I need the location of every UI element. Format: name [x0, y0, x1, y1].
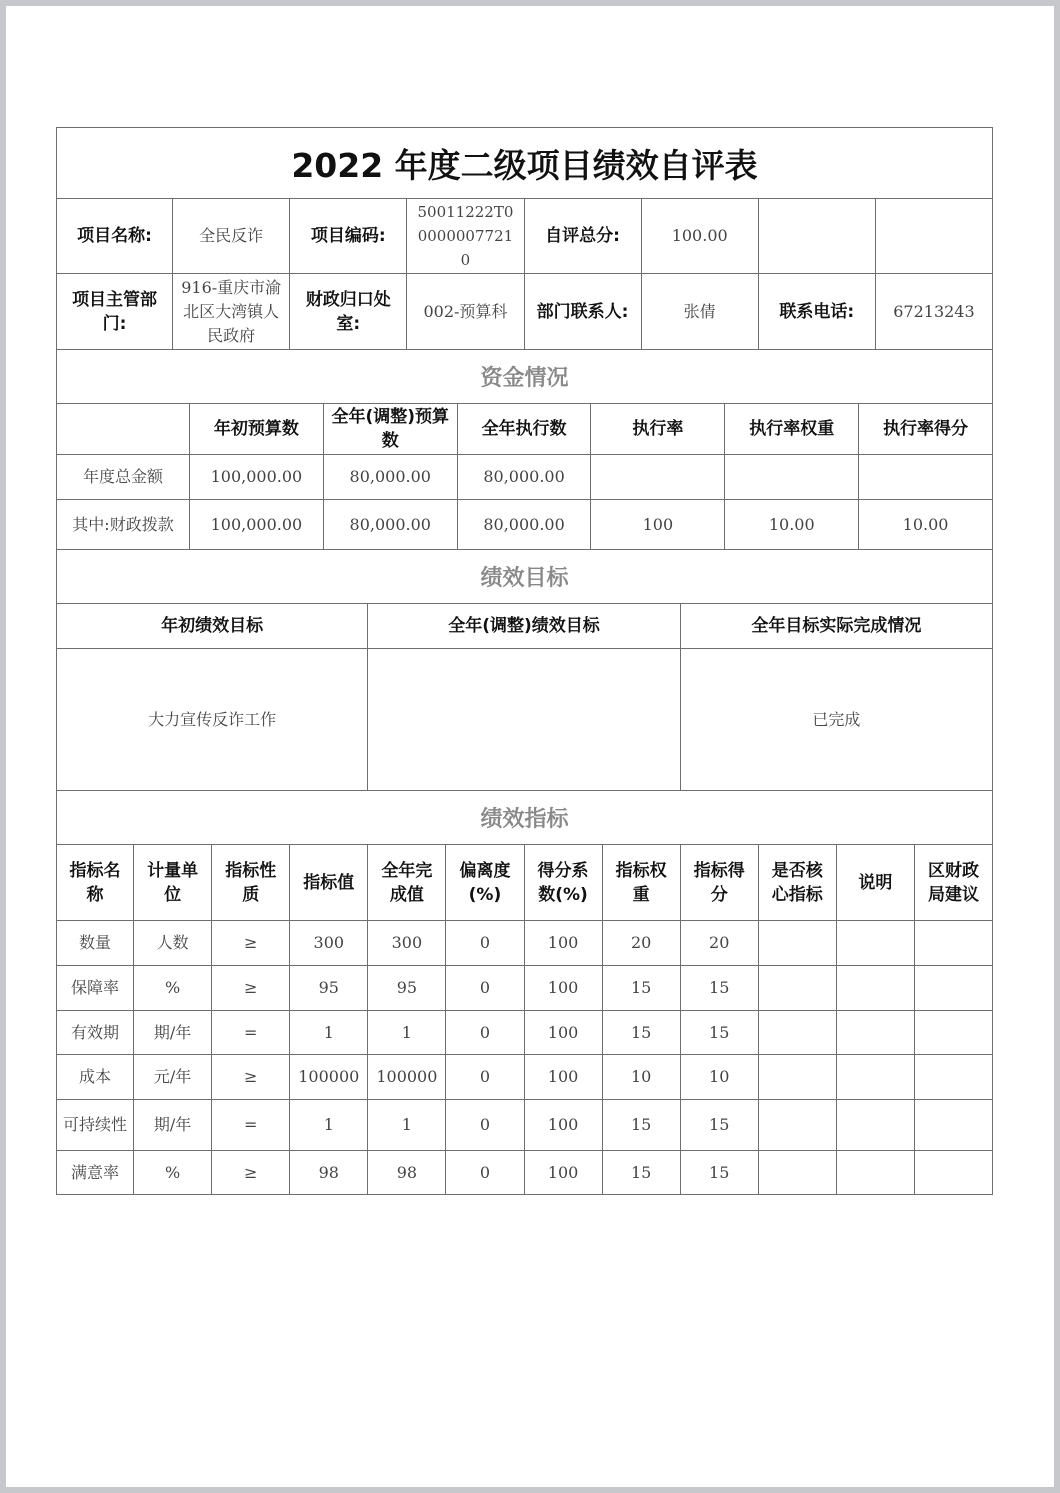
- page-title: 2022 年度二级项目绩效自评表: [56, 127, 993, 199]
- funds-header-cell: 全年执行数: [458, 404, 592, 455]
- indicator-cell: ≥: [212, 1151, 290, 1195]
- funds-cell: [725, 455, 859, 500]
- indicator-cell: [837, 921, 915, 966]
- funds-cell: 10.00: [859, 500, 993, 550]
- indicator-cell: [837, 966, 915, 1011]
- empty-cell: [876, 198, 993, 274]
- project-name-value: 全民反诈: [173, 198, 290, 274]
- finance-office-value: 002-预算科: [407, 274, 524, 350]
- goal-adjusted-value: [368, 649, 680, 791]
- funds-header-cell: 执行率: [591, 404, 725, 455]
- indicator-cell: [759, 966, 837, 1011]
- indicator-cell: 100: [525, 966, 603, 1011]
- indicator-cell: 100000: [368, 1055, 446, 1100]
- indicator-header-cell: 指标名称: [56, 845, 134, 921]
- indicator-cell: 数量: [56, 921, 134, 966]
- indicator-cell: 15: [603, 1011, 681, 1055]
- indicator-header-cell: 是否核心指标: [759, 845, 837, 921]
- indicator-cell: [915, 1011, 993, 1055]
- indicator-cell: 0: [446, 921, 524, 966]
- indicator-cell: 300: [290, 921, 368, 966]
- indicator-cell: [915, 1100, 993, 1151]
- indicator-cell: 20: [603, 921, 681, 966]
- phone-value: 67213243: [876, 274, 993, 350]
- indicator-header-cell: 区财政局建议: [915, 845, 993, 921]
- indicator-header-cell: 指标权重: [603, 845, 681, 921]
- indicator-cell: 0: [446, 1100, 524, 1151]
- indicator-cell: [759, 1055, 837, 1100]
- indicator-cell: 0: [446, 966, 524, 1011]
- indicator-cell: [915, 1151, 993, 1195]
- self-score-label: 自评总分:: [525, 198, 642, 274]
- funds-header-cell: [56, 404, 190, 455]
- funds-cell: 年度总金额: [56, 455, 190, 500]
- indicator-cell: [915, 966, 993, 1011]
- indicator-cell: [759, 921, 837, 966]
- funds-header-cell: 年初预算数: [190, 404, 324, 455]
- indicator-header-cell: 指标值: [290, 845, 368, 921]
- indicator-cell: 15: [681, 1151, 759, 1195]
- contact-label: 部门联系人:: [525, 274, 642, 350]
- funds-cell: 80,000.00: [458, 500, 592, 550]
- funds-cell: [859, 455, 993, 500]
- indicator-cell: [837, 1011, 915, 1055]
- indicator-cell: 10: [603, 1055, 681, 1100]
- phone-label: 联系电话:: [759, 274, 876, 350]
- funds-cell: 10.00: [725, 500, 859, 550]
- funds-cell: [591, 455, 725, 500]
- indicator-cell: 期/年: [134, 1011, 212, 1055]
- goals-table: [56, 604, 993, 791]
- goals-header-cell: 全年目标实际完成情况: [681, 604, 993, 649]
- indicator-cell: ≥: [212, 921, 290, 966]
- dept-label: 项目主管部门:: [56, 274, 173, 350]
- project-name-label: 项目名称:: [56, 198, 173, 274]
- funds-cell: 100,000.00: [190, 455, 324, 500]
- indicator-cell: [759, 1100, 837, 1151]
- goal-initial-value: 大力宣传反诈工作: [56, 649, 368, 791]
- project-info-grid: [56, 198, 993, 350]
- indicator-cell: 15: [681, 966, 759, 1011]
- indicator-cell: 可持续性: [56, 1100, 134, 1151]
- indicator-cell: 人数: [134, 921, 212, 966]
- funds-cell: 100,000.00: [190, 500, 324, 550]
- project-code-value: 50011222T000000077210: [407, 198, 524, 274]
- indicator-cell: 0: [446, 1151, 524, 1195]
- indicator-cell: [837, 1055, 915, 1100]
- indicator-cell: 15: [603, 1151, 681, 1195]
- empty-cell: [759, 198, 876, 274]
- goals-header-cell: 全年(调整)绩效目标: [368, 604, 680, 649]
- indicator-header-cell: 全年完成值: [368, 845, 446, 921]
- indicator-cell: 0: [446, 1055, 524, 1100]
- indicator-cell: 100: [525, 1151, 603, 1195]
- project-code-label: 项目编码:: [290, 198, 407, 274]
- funds-table: [56, 404, 993, 550]
- indicator-cell: 98: [290, 1151, 368, 1195]
- indicator-cell: 98: [368, 1151, 446, 1195]
- indicator-cell: 1: [368, 1100, 446, 1151]
- indicator-header-cell: 指标得分: [681, 845, 759, 921]
- indicator-cell: %: [134, 1151, 212, 1195]
- funds-cell: 80,000.00: [458, 455, 592, 500]
- indicator-cell: 100: [525, 1011, 603, 1055]
- indicator-cell: 20: [681, 921, 759, 966]
- indicator-cell: 15: [603, 966, 681, 1011]
- indicator-cell: 15: [603, 1100, 681, 1151]
- indicator-cell: =: [212, 1011, 290, 1055]
- indicator-cell: 100: [525, 1055, 603, 1100]
- indicator-cell: [915, 1055, 993, 1100]
- indicator-cell: 元/年: [134, 1055, 212, 1100]
- indicator-cell: 10: [681, 1055, 759, 1100]
- funds-cell: 100: [591, 500, 725, 550]
- indicator-cell: 保障率: [56, 966, 134, 1011]
- indicator-cell: 有效期: [56, 1011, 134, 1055]
- indicator-cell: 100: [525, 1100, 603, 1151]
- indicator-cell: 1: [368, 1011, 446, 1055]
- indicator-cell: [837, 1100, 915, 1151]
- indicator-header-cell: 得分系数(%): [525, 845, 603, 921]
- finance-office-label: 财政归口处室:: [290, 274, 407, 350]
- funds-header-cell: 全年(调整)预算数: [324, 404, 458, 455]
- indicator-cell: =: [212, 1100, 290, 1151]
- funds-section-title: 资金情况: [56, 350, 993, 404]
- goals-header-cell: 年初绩效目标: [56, 604, 368, 649]
- indicator-cell: %: [134, 966, 212, 1011]
- funds-cell: 80,000.00: [324, 455, 458, 500]
- indicator-cell: 1: [290, 1011, 368, 1055]
- indicator-cell: 95: [290, 966, 368, 1011]
- indicators-table: [56, 845, 993, 1195]
- self-score-value: 100.00: [642, 198, 759, 274]
- indicator-cell: [759, 1011, 837, 1055]
- contact-value: 张倩: [642, 274, 759, 350]
- indicator-cell: 0: [446, 1011, 524, 1055]
- indicator-cell: ≥: [212, 1055, 290, 1100]
- indicator-cell: 15: [681, 1011, 759, 1055]
- dept-value: 916-重庆市渝北区大湾镇人民政府: [173, 274, 290, 350]
- indicator-cell: 1: [290, 1100, 368, 1151]
- indicator-cell: 15: [681, 1100, 759, 1151]
- indicator-cell: ≥: [212, 966, 290, 1011]
- indicators-section-title: 绩效指标: [56, 791, 993, 845]
- goals-section-title: 绩效目标: [56, 550, 993, 604]
- funds-cell: 其中:财政拨款: [56, 500, 190, 550]
- indicator-header-cell: 偏离度(%): [446, 845, 524, 921]
- goal-actual-value: 已完成: [681, 649, 993, 791]
- indicator-cell: 100: [525, 921, 603, 966]
- funds-cell: 80,000.00: [324, 500, 458, 550]
- indicator-cell: 300: [368, 921, 446, 966]
- indicator-header-cell: 指标性质: [212, 845, 290, 921]
- indicator-cell: 成本: [56, 1055, 134, 1100]
- indicator-cell: 满意率: [56, 1151, 134, 1195]
- indicator-header-cell: 计量单位: [134, 845, 212, 921]
- indicator-header-cell: 说明: [837, 845, 915, 921]
- indicator-cell: 100000: [290, 1055, 368, 1100]
- indicator-cell: 95: [368, 966, 446, 1011]
- funds-header-cell: 执行率权重: [725, 404, 859, 455]
- funds-header-cell: 执行率得分: [859, 404, 993, 455]
- indicator-cell: [837, 1151, 915, 1195]
- indicator-cell: 期/年: [134, 1100, 212, 1151]
- indicator-cell: [915, 921, 993, 966]
- indicator-cell: [759, 1151, 837, 1195]
